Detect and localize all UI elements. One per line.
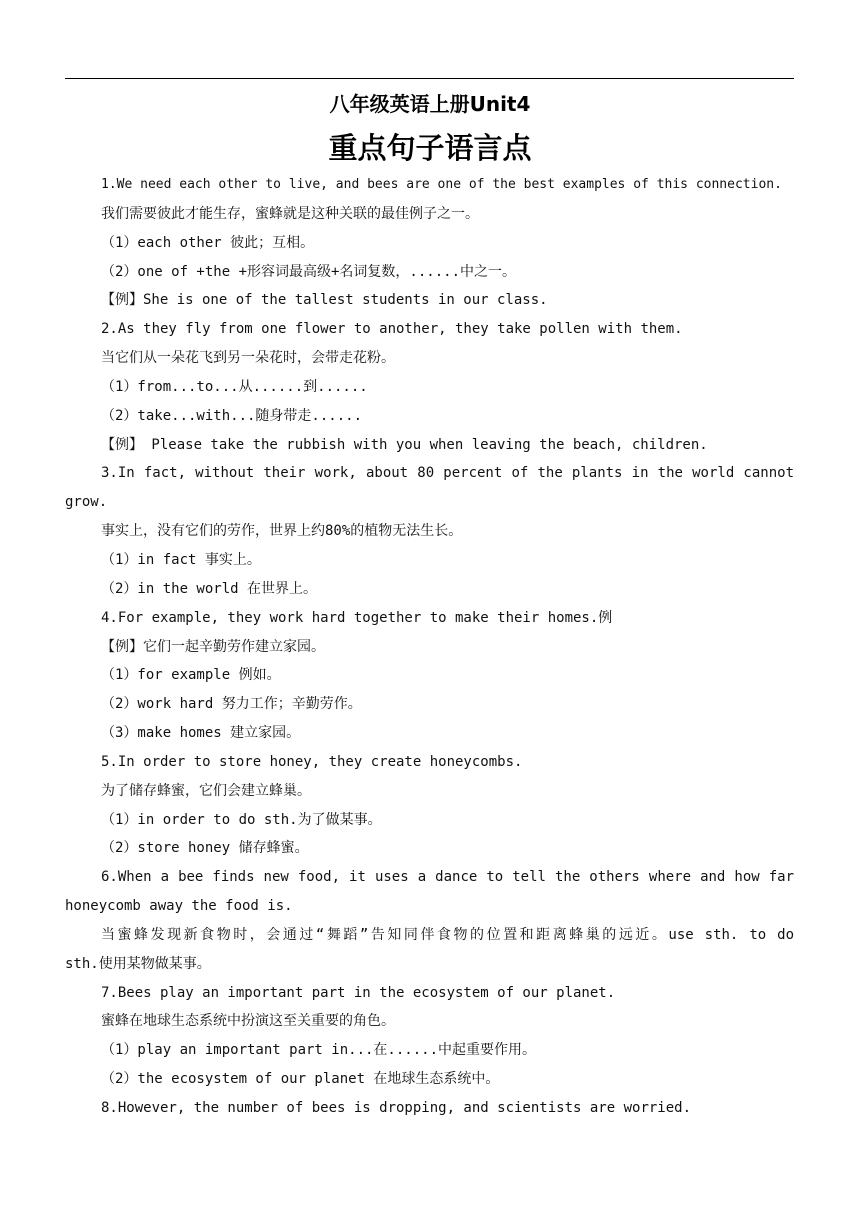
text-line: 当蜜蜂发现新食物时，会通过“舞蹈”告知同伴食物的位置和距离蜂巢的远近。use sth. to do — [101, 926, 794, 943]
document-body — [65, 171, 794, 1123]
text-line: 5.In order to store honey, they create honeycombs. — [101, 753, 523, 770]
text-line: （1）play an important part in...在......中起重要作用。 — [101, 1042, 537, 1059]
text-line: （2）the ecosystem of our planet 在地球生态系统中。 — [101, 1071, 500, 1088]
text-line: 4.For example, they work hard together to make their homes.例 — [101, 609, 613, 626]
text-line: 事实上，没有它们的劳作，世界上约80%的植物无法生长。 — [101, 523, 463, 540]
header-rule — [65, 78, 794, 79]
text-line: （2）work hard 努力工作；辛勤劳作。 — [101, 696, 362, 713]
text-line: honeycomb away the food is. — [65, 898, 293, 915]
text-line: grow. — [65, 494, 108, 511]
text-line: （2）take...with...随身带走...... — [101, 407, 363, 424]
text-line: 2.As they fly from one flower to another, they take pollen with them. — [101, 321, 683, 338]
text-line: （3）make homes 建立家园。 — [101, 725, 301, 742]
text-line: 我们需要彼此才能生存，蜜蜂就是这种关联的最佳例子之一。 — [101, 205, 479, 222]
document-subtitle: 重点句子语言点 — [328, 131, 532, 165]
text-line: 【例】 Please take the rubbish with you when leaving the beach, children. — [101, 436, 708, 453]
text-line: 8.However, the number of bees is dropping, and scientists are worried. — [101, 1100, 692, 1116]
text-line: （1）in fact 事实上。 — [101, 551, 261, 568]
text-line: sth.使用某物做某事。 — [65, 955, 211, 972]
text-line: 【例】She is one of the tallest students in our class. — [101, 292, 548, 309]
text-line: 7.Bees play an important part in the ecosystem of our planet. — [101, 984, 616, 1001]
text-line: 【例】它们一起辛勤劳作建立家园。 — [101, 638, 325, 655]
text-line: 蜜蜂在地球生态系统中扮演这至关重要的角色。 — [101, 1013, 395, 1030]
text-line: （1）from...to...从......到...... — [101, 378, 368, 395]
text-line: （2）store honey 储存蜂蜜。 — [101, 840, 309, 857]
text-line: 6.When a bee finds new food, it uses a dance to tell the others where and how far — [101, 869, 794, 886]
text-line: （1）in order to do sth.为了做某事。 — [101, 811, 382, 828]
text-line: （1）for example 例如。 — [101, 667, 281, 684]
text-line: （2）one of +the +形容词最高级+名词复数，......中之一。 — [101, 263, 517, 280]
text-line: （1）each other 彼此；互相。 — [101, 234, 315, 251]
document-title: 八年级英语上册Unit4 — [329, 92, 531, 116]
text-line: 1.We need each other to live, and bees are one of the best examples of this connection. — [101, 177, 782, 192]
text-line: （2）in the world 在世界上。 — [101, 580, 318, 597]
text-line: 当它们从一朵花飞到另一朵花时，会带走花粉。 — [101, 350, 395, 367]
text-line: 3.In fact, without their work, about 80 percent of the plants in the world cannot — [101, 465, 794, 482]
text-line: 为了储存蜂蜜，它们会建立蜂巢。 — [101, 782, 311, 799]
